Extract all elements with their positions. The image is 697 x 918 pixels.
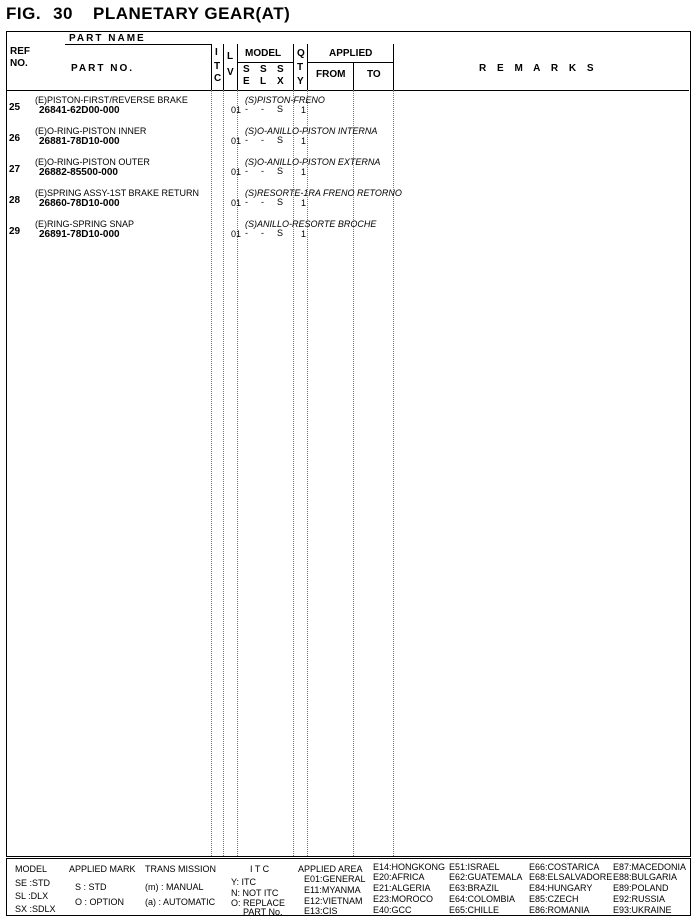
area-e20: E20:AFRICA xyxy=(373,872,425,882)
table-row xyxy=(7,95,690,125)
spanish-name: (S)ANILLO-RESORTE BROCHE xyxy=(245,219,377,229)
ref-no: 27 xyxy=(9,164,21,175)
part-name: (E)PISTON-FIRST/REVERSE BRAKE xyxy=(35,95,188,105)
area-e89: E89:POLAND xyxy=(613,883,669,893)
model-sx-value: S xyxy=(277,104,284,114)
ref-no: 26 xyxy=(9,133,21,144)
legend-mark-std: S : STD xyxy=(75,882,107,892)
remarks-header: R E M A R K S xyxy=(479,63,598,74)
header-bottom-line xyxy=(7,90,689,91)
ref-header: REF xyxy=(10,46,30,57)
table-row xyxy=(7,219,690,249)
area-e64: E64:COLOMBIA xyxy=(449,894,516,904)
area-e12: E12:VIETNAM xyxy=(304,896,363,906)
part-no-header: PART NO. xyxy=(71,63,135,74)
ref-no: 29 xyxy=(9,226,21,237)
itc-header-t: T xyxy=(214,61,221,72)
lv-value: 01 xyxy=(231,167,242,177)
legend-trans-automatic: (a) : AUTOMATIC xyxy=(145,897,216,907)
table-row xyxy=(7,126,690,156)
model-sub-line xyxy=(237,62,293,63)
qty-value: 1 xyxy=(301,136,307,146)
spanish-name: (S)O-ANILLO-PISTON INTERNA xyxy=(245,126,378,136)
legend-model-sx: SX :SDLX xyxy=(15,904,56,914)
area-e21: E21:ALGERIA xyxy=(373,883,431,893)
model-sx-s: S xyxy=(277,64,284,75)
applied-col-left xyxy=(307,44,308,90)
part-name-header: PART NAME xyxy=(69,33,146,44)
model-sx-value: S xyxy=(277,228,284,238)
area-e86: E86:ROMANIA xyxy=(529,905,590,915)
spanish-name: (S)RESORTE-1RA FRENO RETORNO xyxy=(245,188,402,198)
model-se-value: - xyxy=(245,104,248,114)
area-e14: E14:HONGKONG xyxy=(373,862,446,872)
area-e92: E92:RUSSIA xyxy=(613,894,666,904)
legend-applied-mark-header: APPLIED MARK xyxy=(69,864,136,874)
model-sx-value: S xyxy=(277,135,284,145)
page-title xyxy=(6,4,290,24)
part-name: (E)O-RING-PISTON INNER xyxy=(35,126,147,136)
legend-model-sl: SL :DLX xyxy=(15,891,49,901)
legend-itc-o: O: REPLACE xyxy=(231,898,286,908)
area-e63: E63:BRAZIL xyxy=(449,883,500,893)
legend-trans-header: TRANS MISSION xyxy=(145,864,217,874)
qty-header-t: T xyxy=(297,62,304,73)
model-sl-value: - xyxy=(261,104,264,114)
part-no: 26841-62D00-000 xyxy=(39,105,120,116)
part-name: (E)SPRING ASSY-1ST BRAKE RETURN xyxy=(35,188,200,198)
qty-col-left xyxy=(293,44,294,90)
to-header: TO xyxy=(367,69,381,80)
area-e85: E85:CZECH xyxy=(529,894,579,904)
lv-value: 01 xyxy=(231,198,242,208)
model-col-left xyxy=(237,44,238,90)
legend-footer xyxy=(6,858,691,916)
model-sl-value: - xyxy=(261,166,264,176)
table-row xyxy=(7,188,690,218)
part-no: 26891-78D10-000 xyxy=(39,229,120,240)
itc-header-c: C xyxy=(214,73,222,84)
spanish-name: (S)O-ANILLO-PISTON EXTERNA xyxy=(245,157,381,167)
part-no: 26860-78D10-000 xyxy=(39,198,120,209)
part-name-line xyxy=(65,44,211,45)
lv-value: 01 xyxy=(231,136,242,146)
area-e87: E87:MACEDONIA xyxy=(613,862,687,872)
model-sl-s: S xyxy=(260,64,267,75)
qty-header-q: Q xyxy=(297,48,305,59)
part-name: (E)O-RING-PISTON OUTER xyxy=(35,157,150,167)
legend-mark-option: O : OPTION xyxy=(75,897,125,907)
model-sx-value: S xyxy=(277,166,284,176)
legend-trans-manual: (m) : MANUAL xyxy=(145,882,204,892)
model-se-e: E xyxy=(243,76,250,87)
model-se-value: - xyxy=(245,135,248,145)
legend-itc-y: Y: ITC xyxy=(231,877,257,887)
model-se-value: - xyxy=(245,197,248,207)
area-e66: E66:COSTARICA xyxy=(529,862,600,872)
area-e40: E40:GCC xyxy=(373,905,412,915)
lv-header-v: V xyxy=(227,67,234,78)
model-se-s: S xyxy=(243,64,250,75)
part-no: 26881-78D10-000 xyxy=(39,136,120,147)
legend-area-header: APPLIED AREA xyxy=(298,864,363,874)
area-e13: E13:CIS xyxy=(304,906,338,916)
fig-number: 30 xyxy=(53,4,73,23)
lv-header-l: L xyxy=(227,51,234,62)
area-e68: E68:ELSALVADORE xyxy=(529,872,613,882)
area-e93: E93:UKRAINE xyxy=(613,905,672,915)
lv-value: 01 xyxy=(231,105,242,115)
area-e88: E88:BULGARIA xyxy=(613,872,678,882)
ref-no: 25 xyxy=(9,102,21,113)
itc-col-left xyxy=(211,44,212,90)
model-sl-value: - xyxy=(261,197,264,207)
lv-col-left xyxy=(223,44,224,90)
from-to-divider xyxy=(353,62,354,90)
table-row xyxy=(7,157,690,187)
no-header: NO. xyxy=(10,58,28,69)
part-name: (E)RING-SPRING SNAP xyxy=(35,219,135,229)
legend-itc-n: N: NOT ITC xyxy=(231,888,279,898)
from-header: FROM xyxy=(316,69,346,80)
model-sl-value: - xyxy=(261,228,264,238)
spanish-name: (S)PISTON-FRENO xyxy=(245,95,325,105)
qty-value: 1 xyxy=(301,198,307,208)
ref-no: 28 xyxy=(9,195,21,206)
area-e23: E23:MOROCO xyxy=(373,894,434,904)
fig-name: PLANETARY GEAR(AT) xyxy=(92,4,291,23)
legend-model-se: SE :STD xyxy=(15,878,51,888)
area-e62: E62:GUATEMALA xyxy=(449,872,523,882)
model-sl-l: L xyxy=(260,76,267,87)
legend-model-header: MODEL xyxy=(15,864,48,874)
model-header: MODEL xyxy=(245,48,282,59)
model-se-value: - xyxy=(245,166,248,176)
legend-itc-part-no: PART No. xyxy=(243,907,283,917)
qty-value: 1 xyxy=(301,229,307,239)
qty-value: 1 xyxy=(301,105,307,115)
qty-value: 1 xyxy=(301,167,307,177)
remarks-col-left xyxy=(393,44,394,90)
parts-table xyxy=(6,31,691,857)
area-e84: E84:HUNGARY xyxy=(529,883,593,893)
area-e01: E01:GENERAL xyxy=(304,874,366,884)
applied-header: APPLIED xyxy=(329,48,373,59)
part-no: 26882-85500-000 xyxy=(39,167,118,178)
legend-itc-header: I T C xyxy=(250,864,270,874)
fig-label: FIG. xyxy=(6,4,42,23)
lv-value: 01 xyxy=(231,229,242,239)
qty-header-y: Y xyxy=(297,76,304,87)
applied-sub-line xyxy=(307,62,393,63)
itc-header-i: I xyxy=(215,47,218,58)
model-se-value: - xyxy=(245,228,248,238)
model-sx-x: X xyxy=(277,76,284,87)
model-sl-value: - xyxy=(261,135,264,145)
area-e51: E51:ISRAEL xyxy=(449,862,500,872)
area-e11: E11:MYANMA xyxy=(304,885,361,895)
model-sx-value: S xyxy=(277,197,284,207)
area-e65: E65:CHILLE xyxy=(449,905,500,915)
